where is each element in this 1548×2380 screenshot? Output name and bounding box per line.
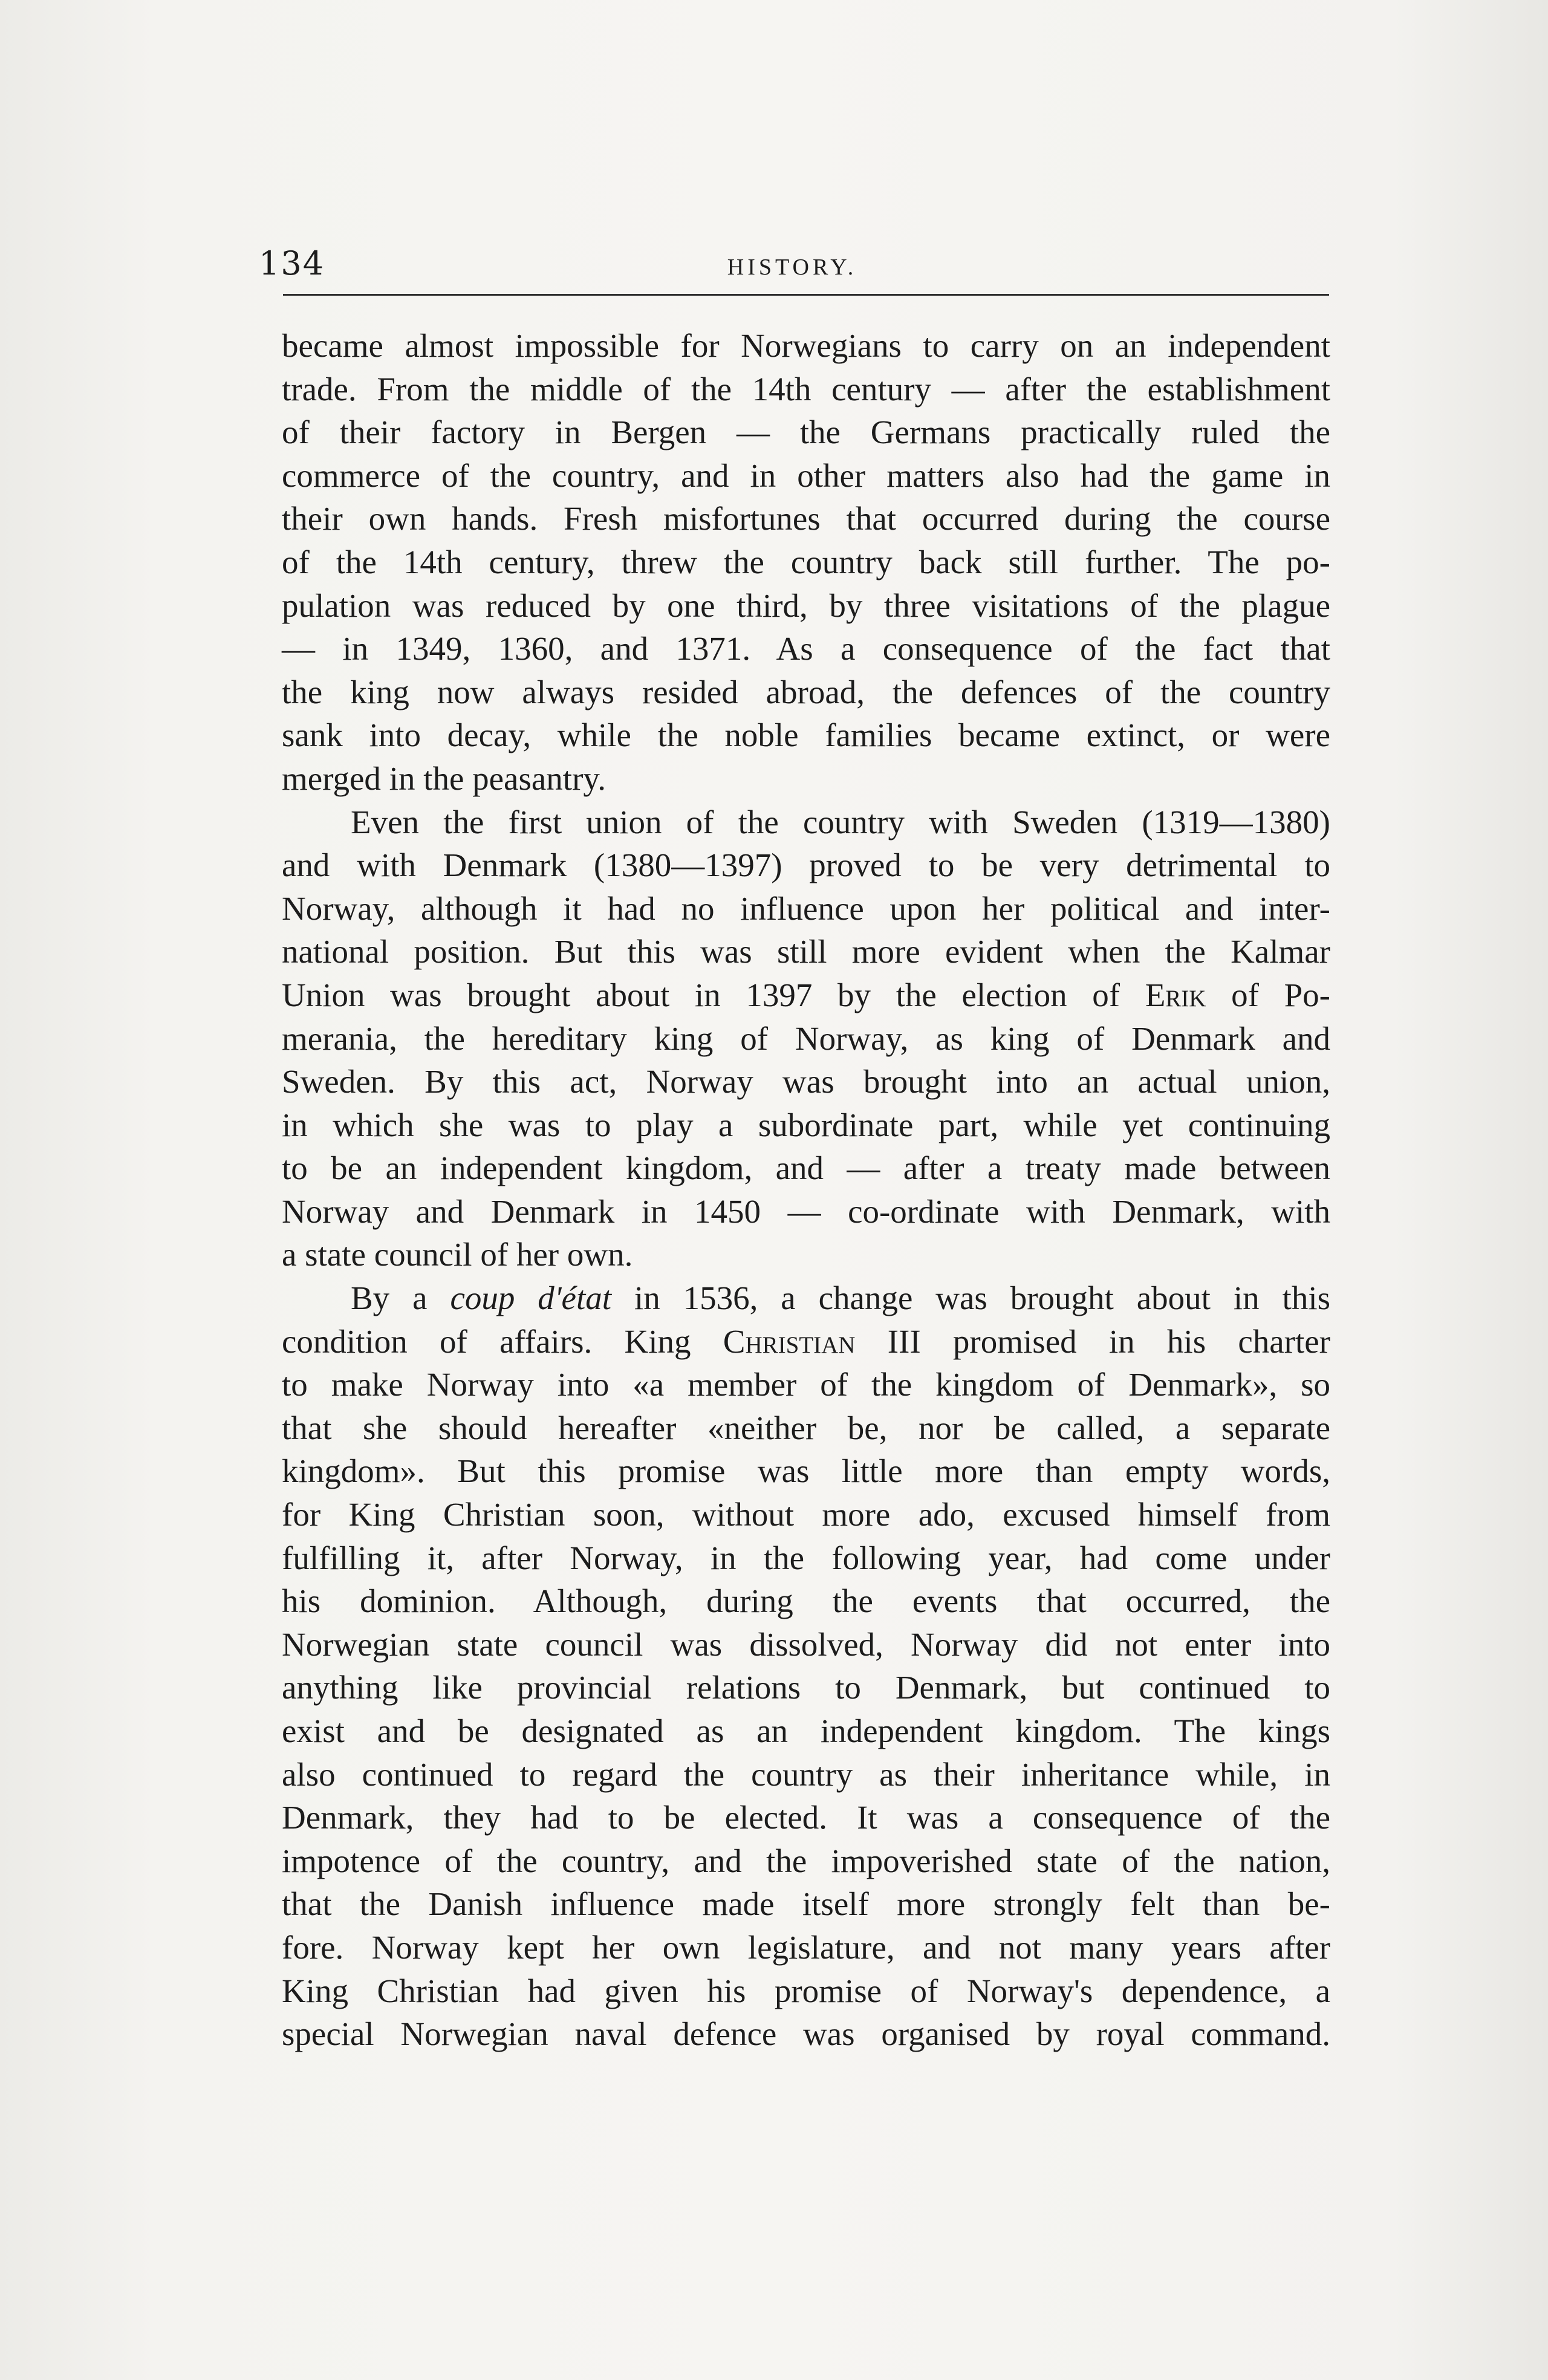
text-line: commerce of the country, and in other matters also had the game in xyxy=(282,457,1330,494)
body-text xyxy=(282,324,1330,2056)
text-line: — in 1349, 1360, and 1371. As a consequence of the fact that xyxy=(282,630,1330,668)
text-line: merania, the hereditary king of Norway, as king of Denmark and xyxy=(282,1019,1330,1057)
text-line: Sweden. By this act, Norway was brought into an actual union, xyxy=(282,1063,1330,1101)
text-line: in which she was to play a subordinate part, while yet continuing xyxy=(282,1106,1330,1143)
text-line: anything like provincial relations to Denmark, but continued to xyxy=(282,1669,1330,1706)
header-rule xyxy=(283,294,1329,296)
running-head: HISTORY. xyxy=(727,255,857,280)
text-line: By a coup d'état in 1536, a change was brought about in this xyxy=(351,1279,1331,1317)
italic-phrase: coup d'état xyxy=(450,1279,612,1317)
text-line: sank into decay, while the noble families became extinct, or were xyxy=(282,717,1330,754)
text-line: fulfilling it, after Norway, in the following year, had come under xyxy=(282,1539,1330,1576)
text-line: special Norwegian naval defence was organised by royal command. xyxy=(282,2015,1330,2053)
text-line: exist and be designated as an independent kingdom. The kings xyxy=(282,1712,1330,1749)
text-line: condition of affairs. King Christian III promised in his charter xyxy=(282,1322,1330,1360)
text-line: fore. Norway kept her own legislature, and not many years after xyxy=(282,1928,1330,1966)
text-line: for King Christian soon, without more ado, excused himself from xyxy=(282,1496,1330,1533)
text-line: to be an independent kingdom, and — after a treaty made between xyxy=(282,1149,1330,1187)
text-line: Denmark, they had to be elected. It was a consequence of the xyxy=(282,1799,1330,1836)
text-line: pulation was reduced by one third, by three visitations of the plague xyxy=(282,587,1330,624)
text-line: merged in the peasantry. xyxy=(282,759,607,797)
text-line: kingdom». But this promise was little more than empty words, xyxy=(282,1452,1330,1490)
text-line: of the 14th century, threw the country back still further. The po- xyxy=(282,543,1330,580)
text-line: and with Denmark (1380—1397) proved to be very detrimental to xyxy=(282,847,1330,884)
text-line: Norwegian state council was dissolved, Norway did not enter into xyxy=(282,1625,1330,1663)
page-number: 134 xyxy=(259,244,325,282)
text-line: the king now always resided abroad, the defences of the country xyxy=(282,673,1330,710)
text-line: became almost impossible for Norwegians to carry on an independent xyxy=(282,327,1330,364)
text-line: King Christian had given his promise of Norway's dependence, a xyxy=(282,1972,1330,2009)
text-line: Union was brought about in 1397 by the election of Erik of Po- xyxy=(282,976,1330,1013)
small-caps-name: Erik xyxy=(1145,976,1206,1013)
text-line: that she should hereafter «neither be, nor be called, a separate xyxy=(282,1409,1330,1446)
paragraph xyxy=(282,801,1330,1277)
text-line: his dominion. Although, during the events that occurred, the xyxy=(282,1582,1330,1620)
text-line: that the Danish influence made itself more strongly felt than be- xyxy=(282,1885,1330,1923)
text-line: of their factory in Bergen — the Germans practically ruled the xyxy=(282,414,1330,451)
text-line: their own hands. Fresh misfortunes that occurred during the course xyxy=(282,500,1330,538)
text-line: to make Norway into «a member of the kingdom of Denmark», so xyxy=(282,1366,1330,1403)
page-header xyxy=(254,242,1330,290)
text-line: Norway, although it had no influence upon her political and inter- xyxy=(282,889,1330,927)
text-line: Norway and Denmark in 1450 — co-ordinate with Denmark, with xyxy=(282,1192,1330,1230)
small-caps-name: Christian xyxy=(723,1322,856,1360)
text-line: a state council of her own. xyxy=(282,1236,633,1273)
text-line: also continued to regard the country as their inheritance while, in xyxy=(282,1755,1330,1793)
paragraph xyxy=(282,1276,1330,2056)
text-line: impotence of the country, and the impoverished state of the nation, xyxy=(282,1842,1330,1879)
paragraph xyxy=(282,324,1330,801)
text-line: national position. But this was still more evident when the Kalmar xyxy=(282,933,1330,971)
text-line: trade. From the middle of the 14th century — after the establishment xyxy=(282,370,1330,408)
text-line: Even the first union of the country with Sweden (1319—1380) xyxy=(351,803,1330,840)
